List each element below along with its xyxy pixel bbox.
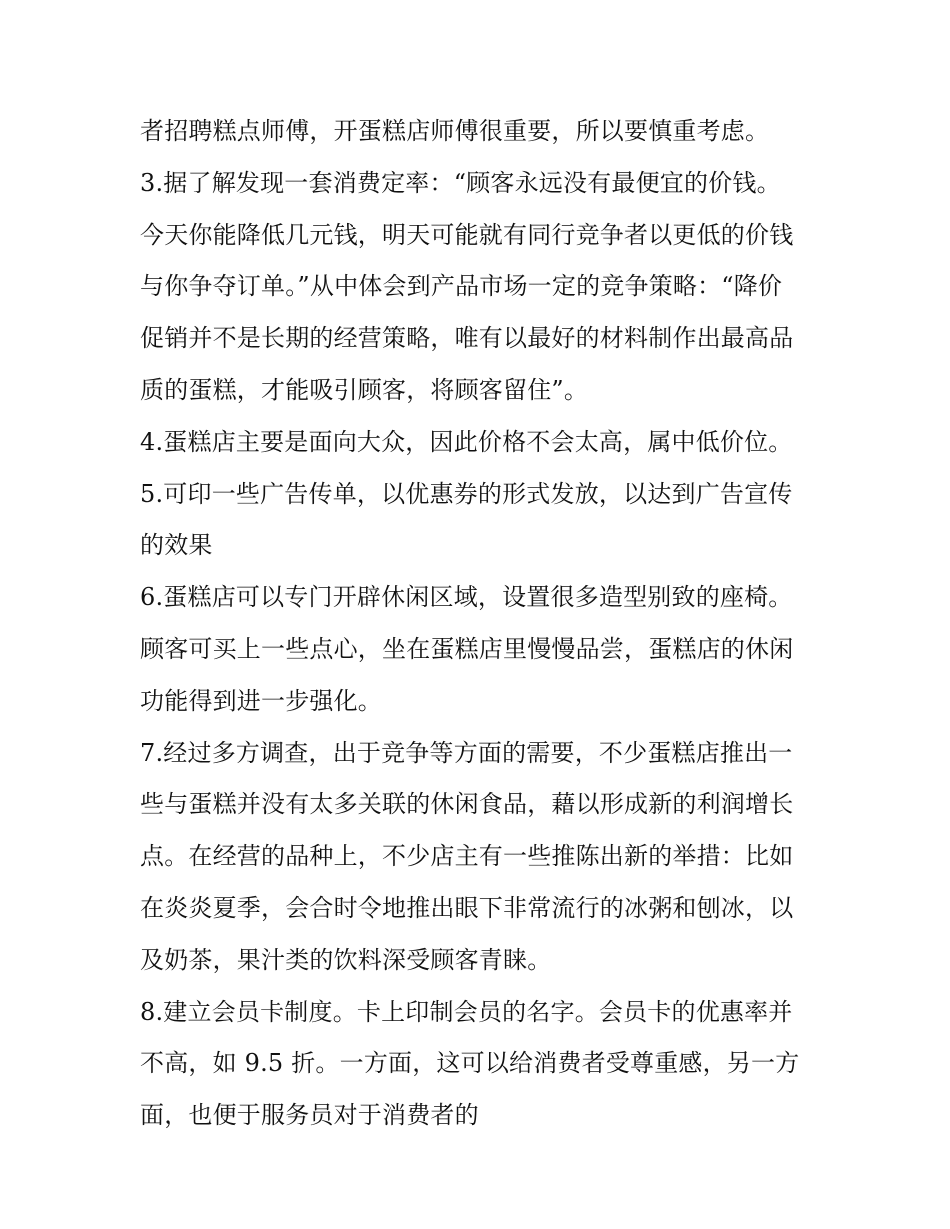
text-line: 些与蛋糕并没有太多关联的休闲食品，藉以形成新的利润增长 bbox=[140, 790, 794, 819]
text-line: 6.蛋糕店可以专门开辟休闲区域，设置很多造型别致的座椅。 bbox=[140, 583, 793, 612]
text-line: 8.建立会员卡制度。卡上印制会员的名字。会员卡的优惠率并 bbox=[140, 997, 793, 1026]
text-line: 的效果 bbox=[140, 531, 213, 560]
text-line: 点。在经营的品种上，不少店主有一些推陈出新的举措：比如 bbox=[140, 842, 794, 871]
document-body bbox=[140, 106, 820, 1142]
text-line: 面，也便于服务员对于消费者的 bbox=[140, 1101, 479, 1130]
text-line: 顾客可买上一些点心，坐在蛋糕店里慢慢品尝，蛋糕店的休闲 bbox=[140, 634, 794, 663]
text-line: 者招聘糕点师傅，开蛋糕店师傅很重要，所以要慎重考虑。 bbox=[140, 117, 770, 145]
text-line: 及奶茶，果汁类的饮料深受顾客青睐。 bbox=[140, 945, 552, 974]
text-line: 质的蛋糕，才能吸引顾客，将顾客留住”。 bbox=[140, 375, 589, 404]
text-line: 在炎炎夏季，会合时令地推出眼下非常流行的冰粥和刨冰，以 bbox=[140, 893, 794, 922]
text-line: 4.蛋糕店主要是面向大众，因此价格不会太高，属中低价位。 bbox=[140, 427, 793, 456]
text-line: 5.可印一些广告传单，以优惠券的形式发放，以达到广告宣传 bbox=[140, 479, 793, 508]
text-line: 与你争夺订单。”从中体会到产品市场一定的竞争策略：“降价 bbox=[140, 272, 783, 301]
text-line: 功能得到进一步强化。 bbox=[140, 686, 382, 715]
text-line: 今天你能降低几元钱，明天可能就有同行竞争者以更低的价钱 bbox=[140, 220, 794, 249]
text-line: 不高，如 9.5 折。一方面，这可以给消费者受尊重感，另一方 bbox=[140, 1049, 800, 1078]
text-line: 促销并不是长期的经营策略，唯有以最好的材料制作出最高品 bbox=[140, 324, 794, 353]
text-line: 3.据了解发现一套消费定率：“顾客永远没有最便宜的价钱。 bbox=[140, 168, 781, 197]
text-line: 7.经过多方调查，出于竞争等方面的需要，不少蛋糕店推出一 bbox=[140, 738, 793, 767]
